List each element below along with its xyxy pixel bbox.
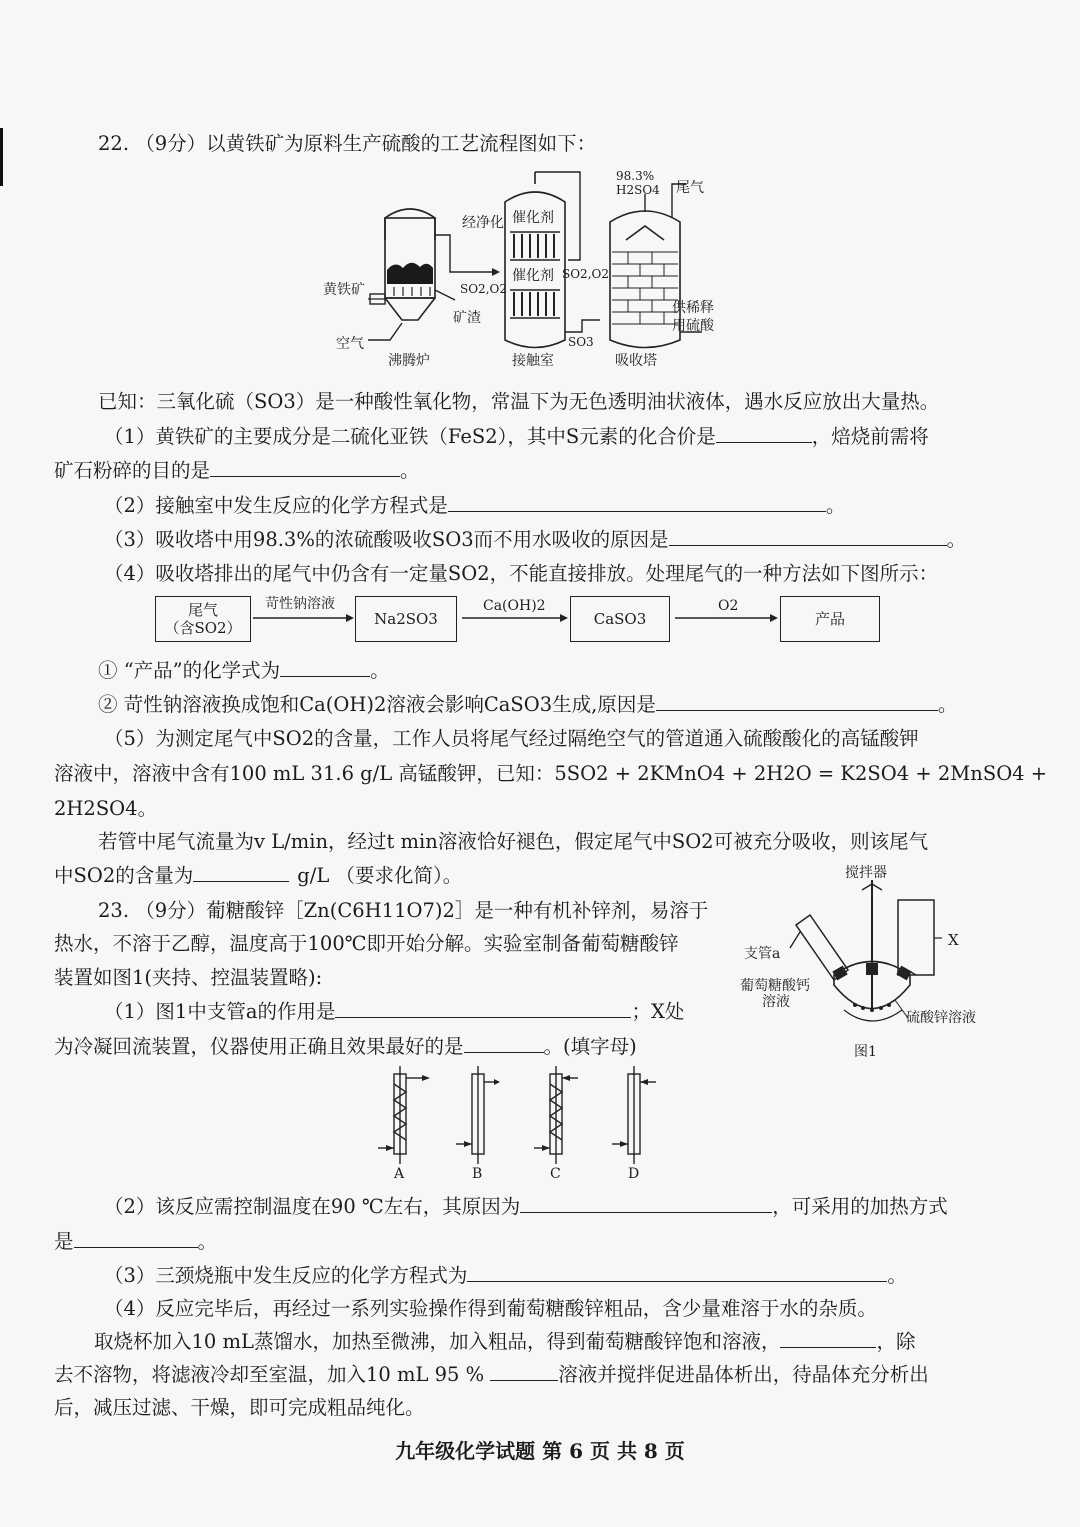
so3-label: SO3 (568, 335, 594, 349)
q22-p4-2-text: ② 苛性钠溶液换成饱和Ca(OH)2溶液会影响CaSO3生成,原因是 (98, 693, 656, 716)
condenser-label-d: D (628, 1166, 640, 1182)
branch-a-label: 支管a (744, 946, 781, 962)
scan-edge-mark (0, 128, 3, 186)
q23-figure-1 (730, 860, 1000, 1070)
condenser-label-c: C (550, 1166, 561, 1182)
figure1-svg (730, 860, 1000, 1070)
air-arrows (394, 287, 430, 296)
answer-blank-solvent[interactable] (490, 1362, 558, 1381)
answer-blank-absorption-reason[interactable] (669, 527, 947, 546)
q22-p5-line5 (54, 863, 462, 889)
gas-pipe-1 (435, 235, 492, 272)
catalyst-label-1: 催化剂 (512, 210, 554, 226)
q23-p2-text-a: （2）该反应需控制温度在90 ℃左右，其原因为 (104, 1195, 521, 1218)
condenser-label-a: A (394, 1166, 405, 1182)
condenser-options-svg (360, 1060, 670, 1185)
q23-p1-line2 (54, 1034, 637, 1060)
tower-packing (612, 252, 678, 324)
flow-arrow1-label: 苛性钠溶液 (265, 596, 335, 612)
q23-p3-line (104, 1263, 907, 1289)
q23-p4-text-b1: 取烧杯加入10 mL蒸馏水，加热至微沸，加入粗品，得到葡萄糖酸锌饱和溶液， (94, 1330, 781, 1353)
condenser-a (378, 1066, 422, 1164)
answer-blank-operation[interactable] (780, 1329, 876, 1348)
q23-p1-text-d: 。(填字母) (543, 1035, 637, 1058)
absorption-tower-shape (610, 211, 680, 348)
pyrite-label: 黄铁矿 (323, 282, 365, 298)
page-footer: 九年级化学试题 第 6 页 共 8 页 (395, 1439, 685, 1463)
q23-p1-text-b: ；X处 (631, 1000, 685, 1023)
flow-box-tail-gas-line2: （含SO2） (164, 619, 242, 637)
q22-p4-1-line (98, 658, 390, 684)
q23-title: 23. （9分）葡糖酸锌［Zn(C6H11O7)2］是一种有机补锌剂，易溶于 (98, 899, 709, 922)
flow-arrow3-label: O2 (718, 598, 739, 614)
q23-p2-text-b: ，可采用的加热方式 (772, 1195, 948, 1218)
q23-p3-text: （3）三颈烧瓶中发生反应的化学方程式为 (104, 1264, 468, 1287)
q23-p2-text-c: 是 (54, 1230, 74, 1253)
q22-p5-line4: 若管中尾气流量为v L/min，经过t min溶液恰好褪色，假定尾气中SO2可被充分吸收，则该尾气 (98, 830, 929, 853)
answer-blank-flask-equation[interactable] (467, 1263, 887, 1282)
q22-p5-line2: 溶液中，溶液中含有100 mL 31.6 g/L 高锰酸钾，已知：5SO2 + 2KMnO4 + 2H2O = K2SO4 + 2MnSO4 + (54, 762, 1048, 785)
so2-o2-label-a: SO2,O2 (460, 282, 507, 296)
q22-p5-text-e1: 中SO2的含量为 (54, 864, 194, 887)
period-mark: 。 (825, 494, 846, 517)
q22-p1-line1 (104, 424, 929, 450)
q22-known: 已知：三氧化硫（SO3）是一种酸性氧化物，常温下为无色透明油状液体，遇水反应放出大量热。 (98, 390, 940, 413)
q22-p5-line3: 2H2SO4。 (54, 797, 158, 820)
condenser-options (360, 1060, 670, 1185)
period-mark: 。 (370, 659, 390, 682)
q22-p5-line1: （5）为测定尾气中SO2的含量，工作人员将尾气经过隔绝空气的管道通入硫酸酸化的高锰酸钾 (104, 727, 919, 750)
q23-p4-text-c2: 溶液并搅拌促进晶体析出，待晶体充分析出 (558, 1363, 929, 1386)
answer-blank-caoh2-reason[interactable] (656, 692, 938, 711)
zinc-sulfate-label: 硫酸锌溶液 (906, 1010, 976, 1026)
q22-p1-text-c: 矿石粉碎的目的是 (54, 459, 211, 482)
period-mark: 。 (400, 459, 420, 482)
flow-box-na2so3: Na2SO3 (355, 596, 457, 642)
figure1-caption: 图1 (854, 1044, 877, 1060)
q22-p3-text: （3）吸收塔中用98.3%的浓硫酸吸收SO3而不用水吸收的原因是 (104, 528, 669, 551)
answer-blank-heating-method[interactable] (74, 1229, 198, 1248)
flow-box-tail-gas-line1: 尾气 (187, 601, 218, 619)
condenser-x-box (898, 900, 934, 975)
q23-p4-line3 (54, 1362, 929, 1388)
period-mark: 。 (887, 1264, 907, 1287)
q22-p4-2-line (98, 692, 957, 718)
q23-p1-text-c: 为冷凝回流装置，仪器使用正确且效果最好的是 (54, 1035, 464, 1058)
answer-blank-so2-content[interactable] (193, 863, 289, 882)
q22-p5-text-e2: g/L （要求化简）。 (297, 864, 463, 887)
q22-p4-text: （4）吸收塔排出的尾气中仍含有一定量SO2，不能直接排放。处理尾气的一种方法如下图所示： (104, 562, 939, 585)
condenser-label-b: B (472, 1166, 483, 1182)
catalyst-label-2: 催化剂 (512, 268, 554, 284)
condenser-b (456, 1066, 494, 1164)
q22-p4-1-text: ① “产品”的化学式为 (98, 659, 281, 682)
period-mark: 。 (937, 693, 958, 716)
q22-p1-text-b: ，焙烧前需将 (811, 425, 929, 448)
gluconate-label-1: 葡萄糖酸钙 (740, 978, 810, 994)
q22-p2-line (104, 493, 845, 519)
period-mark: 。 (946, 528, 967, 551)
gluconate-label-2: 溶液 (762, 994, 790, 1010)
q23-p4-text-c1: 去不溶物，将滤液冷却至室温，加入10 mL 95 % (54, 1363, 485, 1386)
air-inlet-pipe (368, 323, 402, 340)
q23-p1-text-a: （1）图1中支管a的作用是 (104, 1000, 336, 1023)
acid-formula-label: H2SO4 (616, 183, 660, 197)
acid-concentration-label: 98.3% (616, 169, 655, 183)
dilute-label-2: 用硫酸 (672, 318, 714, 334)
condenser-c (534, 1066, 578, 1164)
answer-blank-crush-purpose[interactable] (210, 458, 400, 477)
answer-blank-branch-role[interactable] (335, 999, 631, 1018)
q22-p3-line (104, 527, 966, 553)
absorption-tower-label: 吸收塔 (615, 353, 657, 369)
q22-p1-line2 (54, 458, 420, 484)
period-mark: 。 (197, 1230, 218, 1253)
q22-p1-text-a: （1）黄铁矿的主要成分是二硫化亚铁（FeS2），其中S元素的化合价是 (104, 425, 716, 448)
q23-p4-line1: （4）反应完毕后，再经过一系列实验操作得到葡萄糖酸锌粗品，含少量难溶于水的杂质。 (104, 1297, 877, 1320)
flow-arrow2-label: Ca(OH)2 (483, 598, 546, 614)
q23-line3: 装置如图1(夹持、控温装置略): (54, 966, 323, 989)
dilute-label-1: 供稀释 (672, 300, 714, 316)
tail-gas-label: 尾气 (676, 180, 704, 196)
answer-blank-condenser-choice[interactable] (464, 1034, 544, 1053)
tail-gas-flow-chart (150, 590, 890, 650)
air-label: 空气 (336, 336, 364, 352)
stirrer-label: 搅拌器 (845, 865, 887, 881)
contact-room-shape (505, 172, 565, 348)
purify-label: 经净化 (462, 215, 504, 231)
q23-line2: 热水，不溶于乙醇，温度高于100℃即开始分解。实验室制备葡萄糖酸锌 (54, 932, 679, 955)
flow-box-product: 产品 (780, 596, 880, 642)
q23-p4-line4: 后，减压过滤、干燥，即可完成粗品纯化。 (54, 1396, 425, 1419)
flow-arrows-svg (150, 590, 890, 650)
answer-blank-valence[interactable] (716, 424, 812, 443)
q22-title: 22. （9分）以黄铁矿为原料生产硫酸的工艺流程图如下： (98, 132, 597, 155)
q23-p2-line1 (104, 1194, 948, 1220)
q22-p2-text: （2）接触室中发生反应的化学方程式是 (104, 494, 448, 517)
x-label: X (948, 931, 959, 949)
answer-blank-product-formula[interactable] (280, 658, 370, 677)
slag-label: 矿渣 (453, 310, 481, 326)
boiling-furnace-label: 沸腾炉 (388, 353, 430, 369)
condenser-d (612, 1066, 656, 1164)
contact-room-label: 接触室 (512, 353, 554, 369)
so3-pipe (565, 320, 600, 332)
ore-bed (387, 263, 433, 284)
q22-process-diagram (310, 160, 750, 375)
so2-o2-label-b: SO2,O2 (562, 267, 609, 281)
q23-p2-line2 (54, 1229, 217, 1255)
answer-blank-temperature-reason[interactable] (520, 1194, 772, 1213)
flow-arrowheads (386, 1075, 648, 1151)
q23-p1-line1 (104, 999, 684, 1025)
q23-p4-text-b2: ，除 (876, 1330, 916, 1353)
flow-box-caso3: CaSO3 (570, 596, 670, 642)
q23-p4-line2 (94, 1329, 915, 1355)
slag-outlet (435, 290, 455, 300)
answer-blank-contact-equation[interactable] (448, 493, 826, 512)
